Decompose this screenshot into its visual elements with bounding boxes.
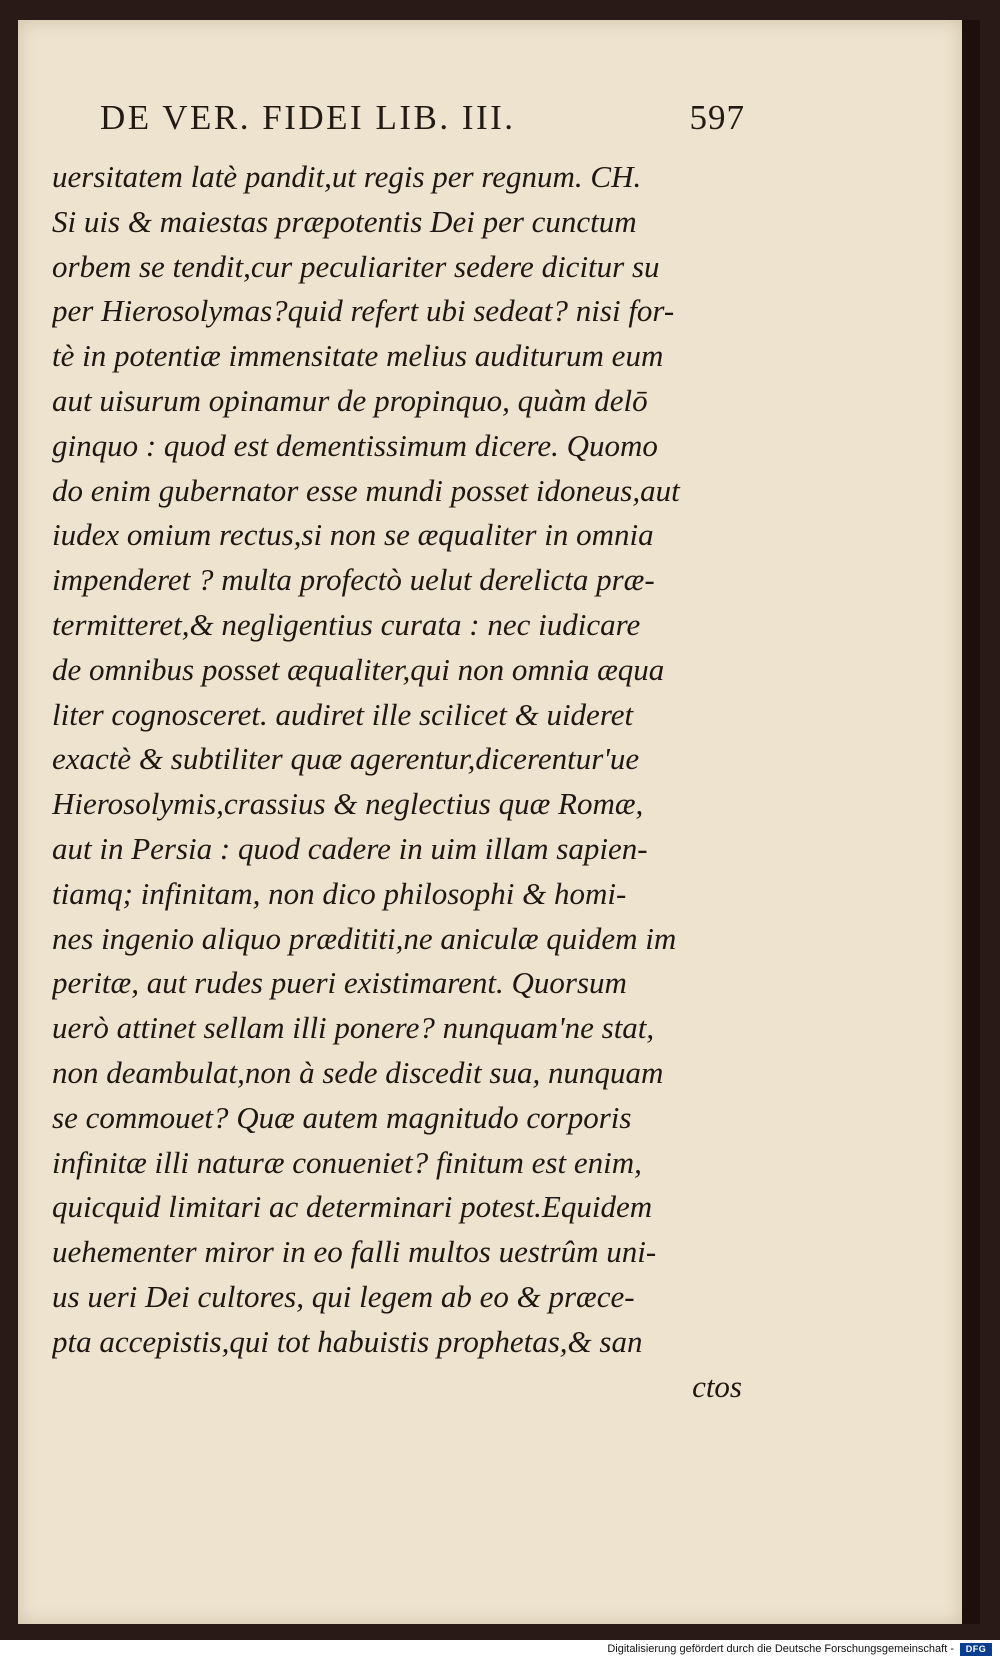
text-line: uersitatem latè pandit,ut regis per regnum. CH.	[52, 159, 642, 194]
running-head	[100, 98, 745, 150]
text-line: termitteret,& negligentius curata : nec iudicare	[52, 606, 641, 642]
running-title: DE VER. FIDEI LIB. III.	[100, 98, 516, 137]
text-line: peritæ, aut rudes pueri existimarent. Quorsum	[52, 965, 627, 1001]
text-line: per Hierosolymas?quid refert ubi sedeat? nisi for-	[52, 293, 675, 329]
text-line: tè in potentiæ immensitate melius auditurum eum	[52, 338, 664, 374]
text-line: quicquid limitari ac determinari potest.Equidem	[52, 1189, 653, 1225]
text-line: exactè & subtiliter quæ agerentur,dicerentur'ue	[52, 741, 640, 777]
text-line: aut uisurum opinamur de propinquo, quàm delō	[52, 382, 648, 418]
text-line: de omnibus posset æqualiter,qui non omnia æqua	[52, 651, 665, 687]
text-line: us ueri Dei cultores, qui legem ab eo & præce-	[52, 1278, 635, 1314]
text-line: ginquo : quod est dementissimum dicere. Quomo	[52, 427, 658, 463]
footer-bar	[0, 1640, 1000, 1661]
text-line: Hierosolymis,crassius & neglectius quæ Romæ,	[52, 786, 644, 822]
page-number: 597	[689, 98, 745, 137]
text-line: tiamq; infinitam, non dico philosophi & homi-	[52, 875, 627, 911]
catchword: ctos	[692, 1368, 742, 1404]
text-line: aut in Persia : quod cadere in uim illam sapien-	[52, 830, 648, 866]
text-line: impenderet ? multa profectò uelut derelicta præ-	[52, 562, 655, 598]
dfg-logo: DFG	[960, 1643, 992, 1656]
text-line: liter cognosceret. audiret ille scilicet & uideret	[52, 696, 634, 732]
page-edge	[962, 20, 980, 1624]
text-line: orbem se tendit,cur peculiariter sedere dicitur su	[52, 248, 660, 284]
body-text	[52, 155, 752, 1409]
text-line: pta accepistis,qui tot habuistis prophetas,& san	[52, 1323, 643, 1359]
funding-credit: Digitalisierung gefördert durch die Deutsche Forschungsgemeinschaft -	[607, 1643, 954, 1655]
text-line: nes ingenio aliquo prædititi,ne aniculæ quidem im	[52, 920, 677, 956]
text-line: infinitæ illi naturæ conueniet? finitum est enim,	[52, 1144, 642, 1180]
text-line: uerò attinet sellam illi ponere? nunquam'ne stat,	[52, 1010, 655, 1046]
text-line: non deambulat,non à sede discedit sua, nunquam	[52, 1054, 664, 1090]
text-line: do enim gubernator esse mundi posset idoneus,aut	[52, 472, 680, 508]
text-line: Si uis & maiestas præpotentis Dei per cunctum	[52, 203, 637, 239]
text-line: uehementer miror in eo falli multos uestrûm uni-	[52, 1234, 657, 1270]
text-line: iudex omium rectus,si non se æqualiter in omnia	[52, 517, 654, 553]
text-line: se commouet? Quæ autem magnitudo corporis	[52, 1099, 632, 1135]
